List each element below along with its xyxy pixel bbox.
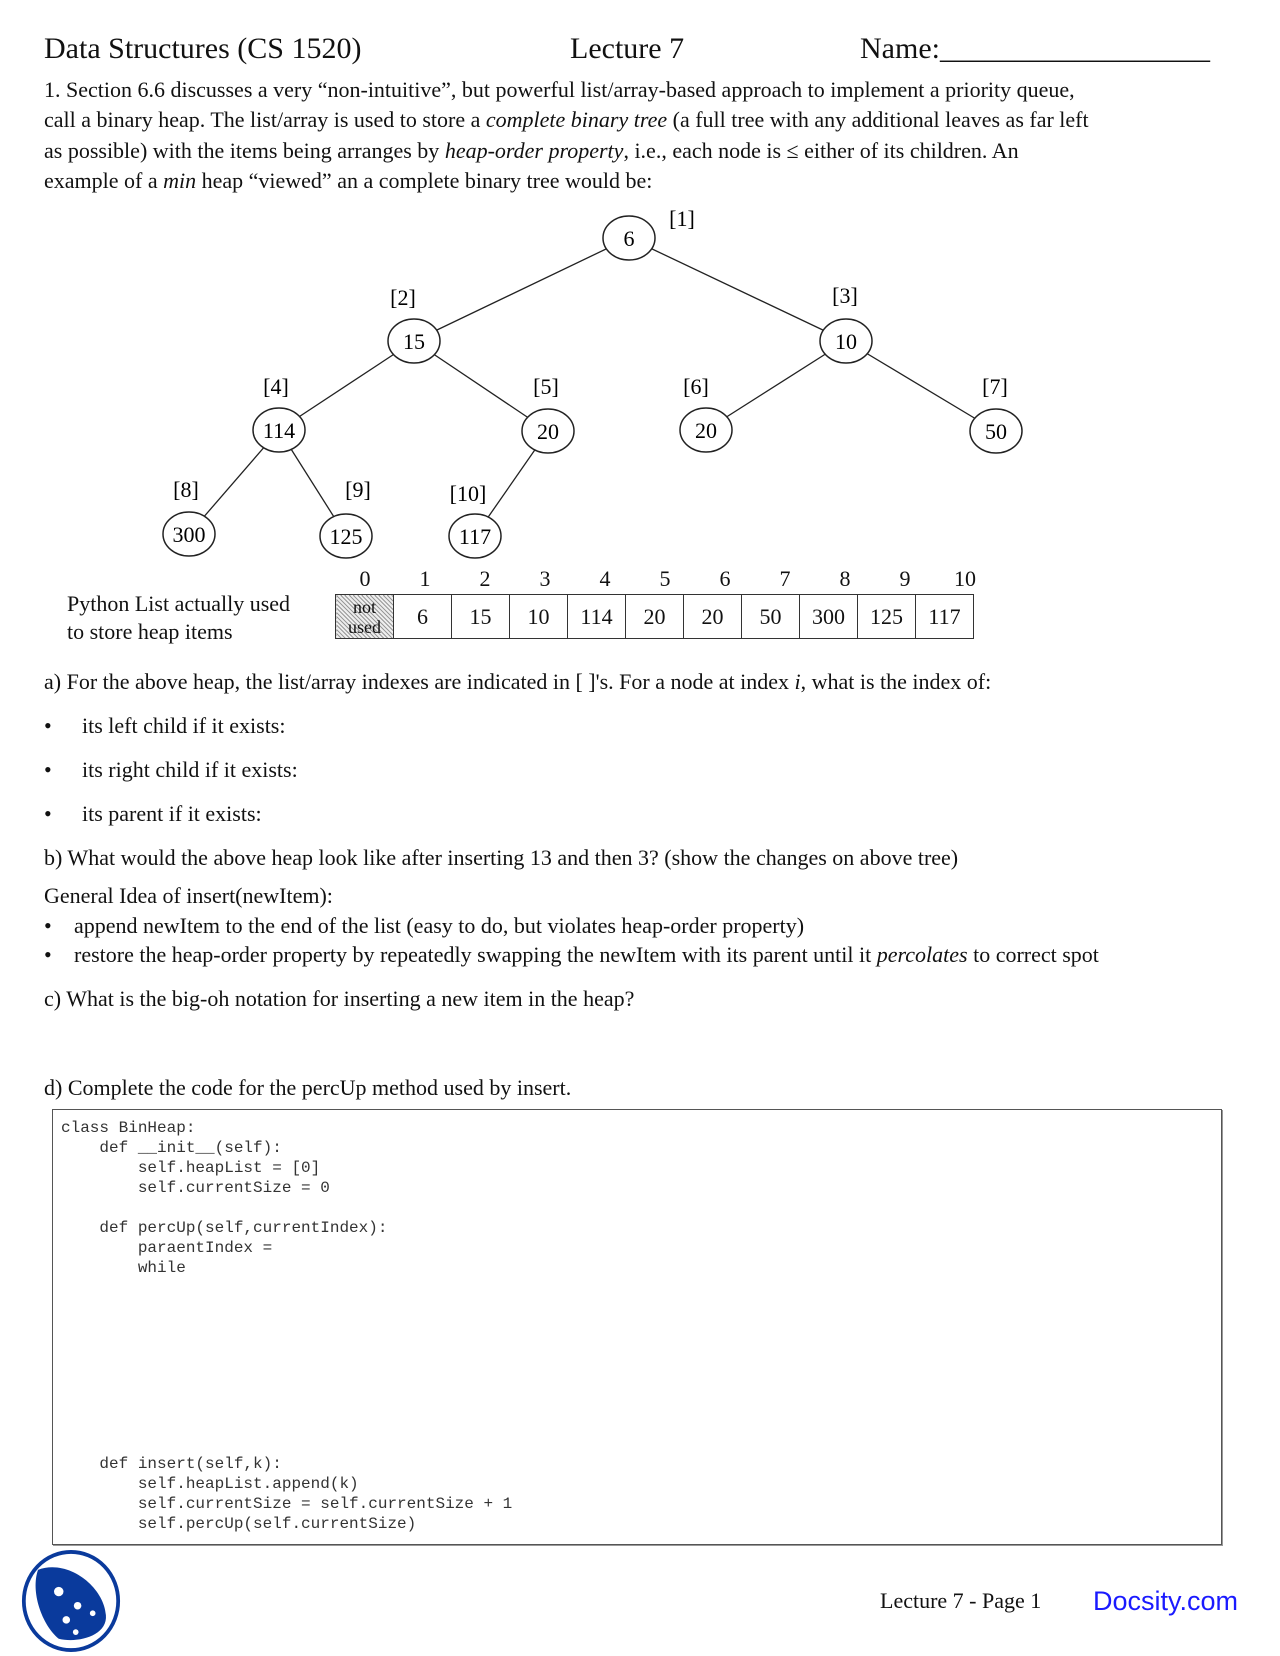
- general-idea-item: restore the heap-order property by repeatedly swapping the newItem with its parent until it percolates to correct spot: [74, 942, 1099, 967]
- list-index: 2: [479, 566, 491, 591]
- list-cell: 114: [568, 595, 626, 639]
- lecture-title: Lecture 7: [570, 32, 685, 65]
- list-index: 8: [839, 566, 851, 591]
- list-label: Python List actually used: [67, 591, 291, 616]
- question-b: b) What would the above heap look like after inserting 13 and then 3? (show the changes on above tree): [44, 845, 959, 870]
- list-cell: 117: [916, 595, 974, 639]
- bullet-icon: •: [44, 713, 52, 738]
- tree-node-value: 50: [985, 419, 1007, 444]
- not-used-cell: [336, 595, 394, 639]
- bullet-icon: •: [44, 757, 52, 782]
- list-cell: 10: [510, 595, 568, 639]
- list-index: 1: [419, 566, 431, 591]
- list-index: 7: [779, 566, 791, 591]
- tree-node-index: [1]: [669, 206, 695, 231]
- heap-list-table: [335, 594, 974, 639]
- not-used-text: not: [352, 596, 376, 617]
- intro-line: 1. Section 6.6 discusses a very “non-intuitive”, but powerful list/array-based approach to implement a priority queue,: [44, 77, 1075, 102]
- tree-node-value: 10: [835, 329, 857, 354]
- tree-node-index: [9]: [345, 477, 371, 502]
- question-a: a) For the above heap, the list/array indexes are indicated in [ ]'s. For a node at index i, what is the index of:: [44, 669, 992, 694]
- tree-node-index: [3]: [832, 283, 858, 308]
- intro-line: as possible) with the items being arranges by heap-order property, i.e., each node is ≤ either of its children. An: [44, 138, 1019, 163]
- name-field: Name:__________________: [860, 32, 1210, 65]
- list-cell: 125: [858, 595, 916, 639]
- tree-node-value: 300: [172, 522, 206, 547]
- question-c: c) What is the big-oh notation for inserting a new item in the heap?: [44, 986, 635, 1011]
- list-index: 10: [954, 566, 976, 591]
- bullet-icon: •: [44, 913, 52, 938]
- list-index: 9: [899, 566, 911, 591]
- list-cell: 6: [394, 595, 452, 639]
- list-index: 6: [719, 566, 731, 591]
- list-index: 3: [539, 566, 551, 591]
- question-a-item: its right child if it exists:: [82, 757, 298, 782]
- list-index-row: [335, 566, 995, 592]
- question-d: d) Complete the code for the percUp method used by insert.: [44, 1075, 572, 1100]
- page-footer: Lecture 7 - Page 1: [880, 1588, 1042, 1613]
- question-a-item: its left child if it exists:: [82, 713, 286, 738]
- code-box: [52, 1109, 1222, 1545]
- tree-node-value: 20: [537, 419, 559, 444]
- tree-node-index: [4]: [263, 374, 289, 399]
- list-cell: 15: [452, 595, 510, 639]
- list-index: 4: [599, 566, 611, 591]
- general-idea-heading: General Idea of insert(newItem):: [44, 883, 333, 908]
- not-used-text: used: [348, 616, 381, 637]
- list-cell: 20: [626, 595, 684, 639]
- list-index: 5: [659, 566, 671, 591]
- code-block: class BinHeap: def __init__(self): self.heapList = [0] self.currentSize = 0 def percUp(self,currentIndex): paraentIndex = while: [61, 1119, 388, 1277]
- tree-node-index: [7]: [982, 374, 1008, 399]
- intro-line: call a binary heap. The list/array is used to store a complete binary tree (a full tree with any additional leaves as far left: [44, 107, 1089, 132]
- list-cell: 20: [684, 595, 742, 639]
- code-block: def insert(self,k): self.heapList.append(k) self.currentSize = self.currentSize + 1 self.percUp(self.currentSize): [99, 1455, 513, 1533]
- tree-node-value: 117: [458, 524, 492, 549]
- bullet-icon: •: [44, 801, 52, 826]
- list-cell: 50: [742, 595, 800, 639]
- tree-node-value: 125: [329, 524, 363, 549]
- docsity-logo-icon: [21, 1549, 121, 1653]
- tree-node-index: [2]: [390, 285, 416, 310]
- tree-node-value: 15: [403, 329, 425, 354]
- tree-edge: [414, 238, 629, 341]
- intro-line: example of a min heap “viewed” an a complete binary tree would be:: [44, 168, 653, 193]
- course-title: Data Structures (CS 1520): [44, 32, 362, 65]
- tree-node-index: [6]: [683, 374, 709, 399]
- general-idea-item: append newItem to the end of the list (easy to do, but violates heap-order property): [74, 913, 805, 938]
- question-a-item: its parent if it exists:: [82, 801, 262, 826]
- tree-node-value: 20: [695, 418, 717, 443]
- tree-node-value: 114: [262, 418, 296, 443]
- bullet-icon: •: [44, 942, 52, 967]
- heap-tree-diagram: [0, 0, 1280, 600]
- list-cell: 300: [800, 595, 858, 639]
- tree-node-index: [8]: [173, 477, 199, 502]
- tree-edge: [629, 238, 846, 341]
- tree-node-value: 6: [623, 226, 635, 251]
- tree-node-index: [5]: [533, 374, 559, 399]
- list-index: 0: [359, 566, 371, 591]
- docsity-watermark: Docsity.com: [1093, 1586, 1239, 1616]
- tree-edge: [846, 341, 996, 431]
- tree-node-index: [10]: [449, 481, 487, 506]
- list-label: to store heap items: [67, 619, 233, 644]
